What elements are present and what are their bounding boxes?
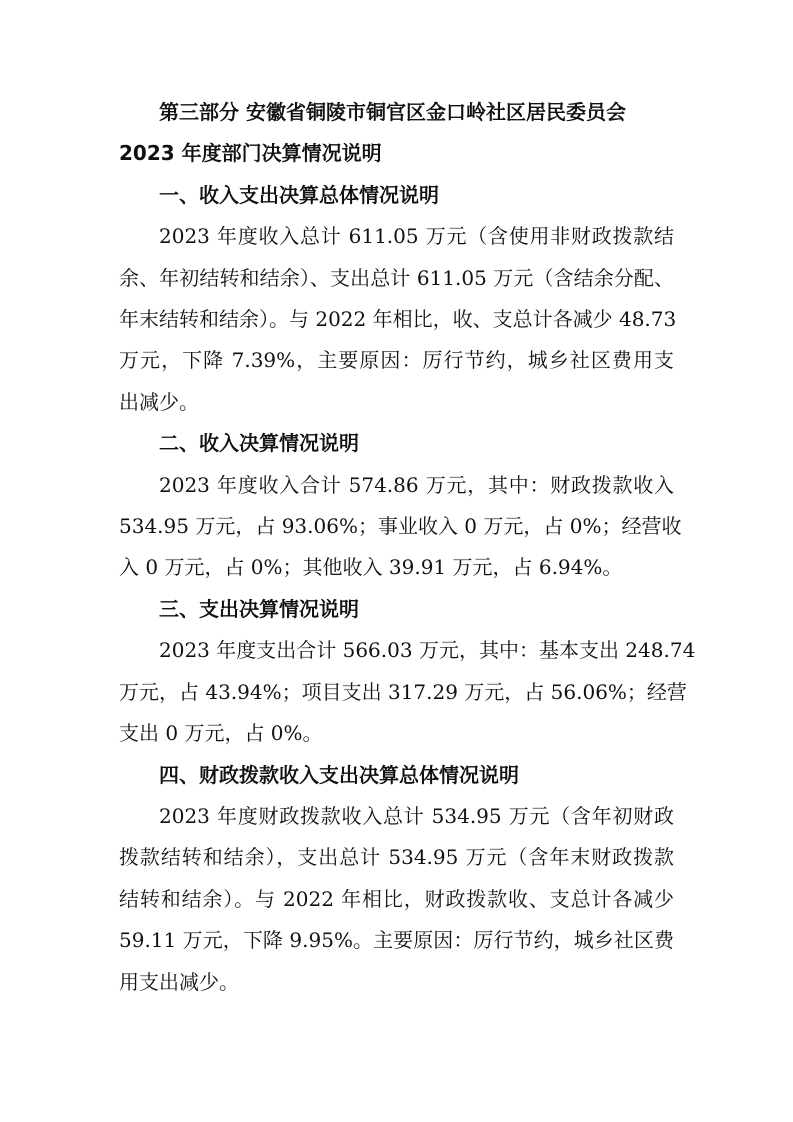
document-title xyxy=(119,92,674,175)
section-heading-wrapper xyxy=(119,175,674,216)
paragraph-line: 2023 年度收入合计 574.86 万元，其中：财政拨款收入 xyxy=(159,472,674,497)
paragraph-line: 结转和结余）。与 2022 年相比，财政拨款收、支总计各减少 xyxy=(119,886,674,911)
paragraph-line: 拨款结转和结余），支出总计 534.95 万元（含年末财政拨款 xyxy=(119,845,674,870)
section-heading: 二、收入决算情况说明 xyxy=(159,431,359,456)
paragraph-line: 用支出减少。 xyxy=(119,969,239,994)
document-body xyxy=(119,92,696,1003)
paragraph-line: 支出 0 万元，占 0%。 xyxy=(119,721,323,746)
section-paragraph xyxy=(119,465,682,589)
paragraph-line: 年末结转和结余）。与 2022 年相比，收、支总计各减少 48.73 xyxy=(119,307,677,332)
paragraph-line: 2023 年度财政拨款收入总计 534.95 万元（含年初财政 xyxy=(159,803,674,828)
section-expenditure xyxy=(119,589,696,755)
paragraph-line: 59.11 万元，下降 9.95%。主要原因：厉行节约，城乡社区费 xyxy=(119,928,674,953)
paragraph-line: 534.95 万元，占 93.06%；事业收入 0 万元，占 0%；经营收 xyxy=(119,514,682,539)
section-income-expenditure-overview xyxy=(119,175,677,423)
paragraph-line: 余、年初结转和结余）、支出总计 611.05 万元（含结余分配、 xyxy=(119,265,674,290)
section-heading: 四、财政拨款收入支出决算总体情况说明 xyxy=(159,762,519,787)
section-fiscal-appropriation xyxy=(119,755,674,1003)
paragraph-line: 2023 年度支出合计 566.03 万元，其中：基本支出 248.74 xyxy=(159,638,696,663)
section-heading: 一、收入支出决算总体情况说明 xyxy=(159,182,439,207)
section-paragraph xyxy=(119,796,674,1003)
section-heading: 三、支出决算情况说明 xyxy=(159,596,359,621)
section-heading-wrapper xyxy=(119,755,674,796)
section-heading-wrapper xyxy=(119,589,674,630)
paragraph-line: 入 0 万元，占 0%；其他收入 39.91 万元，占 6.94%。 xyxy=(119,555,623,580)
paragraph-line: 2023 年度收入总计 611.05 万元（含使用非财政拨款结 xyxy=(159,224,674,249)
section-paragraph xyxy=(119,216,677,423)
paragraph-line: 万元，下降 7.39%，主要原因：厉行节约，城乡社区费用支 xyxy=(119,348,674,373)
paragraph-line: 出减少。 xyxy=(119,389,199,414)
paragraph-line: 万元，占 43.94%；项目支出 317.29 万元，占 56.06%；经营 xyxy=(119,679,687,704)
section-income xyxy=(119,423,682,589)
title-line-1: 第三部分 安徽省铜陵市铜官区金口岭社区居民委员会 xyxy=(159,100,626,124)
title-line-2: 2023 年度部门决算情况说明 xyxy=(119,141,382,166)
section-paragraph xyxy=(119,630,696,754)
section-heading-wrapper xyxy=(119,423,674,464)
